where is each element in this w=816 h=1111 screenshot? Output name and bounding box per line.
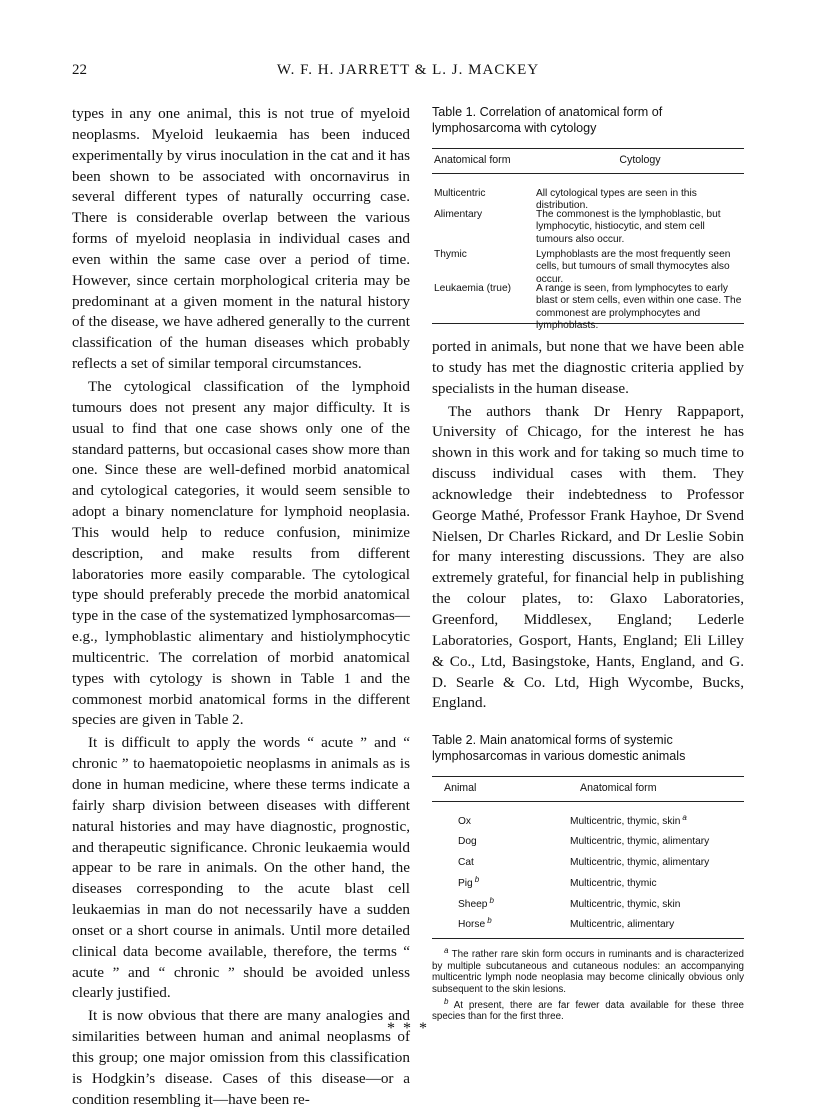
page-number: 22	[72, 62, 87, 78]
cell-animal: Horse	[458, 919, 486, 931]
table-2	[432, 732, 744, 1023]
table-2-caption: Table 2. Main anatomical forms of systemic lymphosarcomas in various domestic animals	[432, 733, 686, 763]
table-1-caption: Table 1. Correlation of anatomical form of lymphosarcoma with cytology	[432, 105, 663, 135]
footnote-mark: b	[487, 916, 492, 926]
cell-cytology: Lymphoblasts are the most frequently seen cells, but tumours of small thymocytes also occur.	[536, 248, 731, 285]
cell-anatomical-form: Multicentric, thymic, alimentary	[570, 836, 710, 848]
table-row	[432, 915, 744, 936]
cell-anatomical-form: Multicentric, thymic, skin	[570, 815, 681, 827]
column-header: Cytology	[619, 154, 661, 166]
table-row	[432, 895, 744, 916]
table-row	[432, 853, 744, 874]
table-rule	[432, 938, 744, 939]
cell-form: Multicentric	[434, 187, 486, 199]
table-1-header	[432, 149, 744, 173]
cell-cytology: The commonest is the lymphoblastic, but lymphocytic, histiocytic, and stem cell tumours also occur.	[536, 208, 721, 245]
table-row	[432, 188, 744, 209]
left-column	[72, 104, 410, 1111]
cell-anatomical-form: Multicentric, thymic, skin	[570, 898, 681, 910]
cell-animal: Pig	[458, 877, 473, 889]
cell-anatomical-form: Multicentric, alimentary	[570, 919, 675, 931]
table-row	[432, 249, 744, 283]
cell-animal: Cat	[458, 857, 474, 869]
table-row	[432, 209, 744, 249]
cell-animal: Ox	[458, 815, 472, 827]
paragraph: The cytological classification of the lymphoid tumours does not present any major difficulty. It is usual to find that one case shows only one of the standard patterns, but occasional cases show more than one. Since these are well-defined morbid anatomical and cytological categories, it would seem sensible to adopt a binary nomenclature for lymphoid neoplasia. This would help to reduce confusion, minimize description, and make results from different laboratories more easily comparable. The cytological type should preferably precede the morbid anatomical type in the case of the systematized lymphosarcomas—e.g., lymphoblastic alimentary and histiolymphocytic multicentric. The correlation of morbid anatomical types with cytology is shown in Table 1 and the commonest morbid anatomical forms in the different species are given in Table 2.	[72, 377, 410, 729]
cell-animal: Dog	[458, 836, 477, 848]
paragraph: types in any one animal, this is not true of myeloid neoplasms. Myeloid leukaemia has been induced experimentally by virus inoculation in the cat and it has been shown to be associated with oncornavirus in several different types of naturally occurring case. There is considerable overlap between the various forms of myeloid neoplasia in individual cases and even within the same case over a period of time. However, since certain morphological criteria may be predominant at a given moment in the natural history of the disease, we have adhered generally to the current classification of the human diseases which probably reflects a set of similar temporal circumstances.	[72, 105, 410, 373]
column-header: Anatomical form	[580, 782, 657, 794]
cell-anatomical-form: Multicentric, thymic	[570, 877, 657, 889]
footnote-mark: b	[444, 996, 449, 1006]
right-column	[432, 104, 745, 1023]
footnote-mark: b	[489, 895, 494, 905]
footnote-mark: a	[444, 946, 449, 956]
paragraph: It is difficult to apply the words “ acute ” and “ chronic ” to haematopoietic neoplasms in animals as is done in human medicine, where these terms indicate a fairly sharp division between diseases with different natural histories and may have diagnostic, prognostic, and therapeutic significance. Chronic leukaemia would appear to be rare in animals. On the other hand, the diseases corresponding to the acute blast cell leukaemias in man do not necessarily have a sudden onset or a short course in animals. Until more detailed clinical data become available, therefore, the terms “ acute ” and “ chronic ” should be avoided unless clearly justified.	[72, 734, 410, 1002]
cell-animal: Sheep	[458, 898, 488, 910]
paragraph: The authors thank Dr Henry Rappaport, University of Chicago, for the interest he has shown in this work and for taking so much time to discuss individual cases with them. They acknowledge their indebtedness to Professor George Mathé, Professor Frank Hayhoe, Dr Svend Nielsen, Dr Charles Rickard, and Dr Leslie Sobin for many interesting discussions. They are also extremely grateful, for financial help in publishing the colour plates, to: Glaxo Laboratories, Greenford, Middlesex, England; Lederle Laboratories, Gosport, Hants, England; Eli Lilley & Co., Ltd, Basingstoke, Hants, England, and G. D. Searle & Co. Ltd, High Wycombe, Bucks, England.	[432, 402, 744, 712]
running-head-authors: W. F. H. JARRETT & L. J. MACKEY	[276, 62, 540, 78]
end-mark: * * *	[387, 1020, 429, 1037]
footnote-text: The rather rare skin form occurs in ruminants and is characterized by multiple subcutaneous and cutaneous nodules: an accompanying multicentric lymph node neoplasia may become clinically obvious only subsequent to the skin lesions.	[432, 949, 745, 996]
table-2-header	[432, 777, 744, 801]
footnote	[432, 996, 744, 1023]
paragraph: ported in animals, but none that we have been able to study has met the diagnostic criteria applied by specialists in the human disease.	[432, 338, 744, 397]
table-row	[432, 282, 744, 331]
cell-form: Alimentary	[434, 208, 483, 220]
table-row	[432, 874, 744, 895]
table-row	[432, 832, 744, 853]
column-header: Animal	[444, 782, 477, 794]
cell-cytology: A range is seen, from lymphocytes to early blast or stem cells, even within one case. The commonest are prolymphocytes and lymphoblasts.	[536, 282, 742, 331]
paragraph: It is now obvious that there are many analogies and similarities between human and animal neoplasms of this group; one major omission from this classification is Hodgkin’s disease. Cases of this disease—or a condition resembling it—have been re-	[72, 1007, 410, 1108]
table-row	[432, 812, 744, 833]
table-1	[432, 104, 744, 331]
footnote	[432, 945, 744, 995]
column-header: Anatomical form	[434, 154, 511, 166]
cell-form: Thymic	[434, 248, 467, 260]
cell-anatomical-form: Multicentric, thymic, alimentary	[570, 857, 710, 869]
footnote-text: At present, there are far fewer data available for these three species than for the first three.	[432, 999, 744, 1023]
cell-form: Leukaemia (true)	[434, 282, 512, 294]
table-2-footnotes	[432, 945, 744, 1023]
footnote-mark: a	[682, 812, 687, 822]
cell-cytology: All cytological types are seen in this distribution.	[536, 187, 697, 211]
footnote-mark: b	[474, 874, 480, 884]
